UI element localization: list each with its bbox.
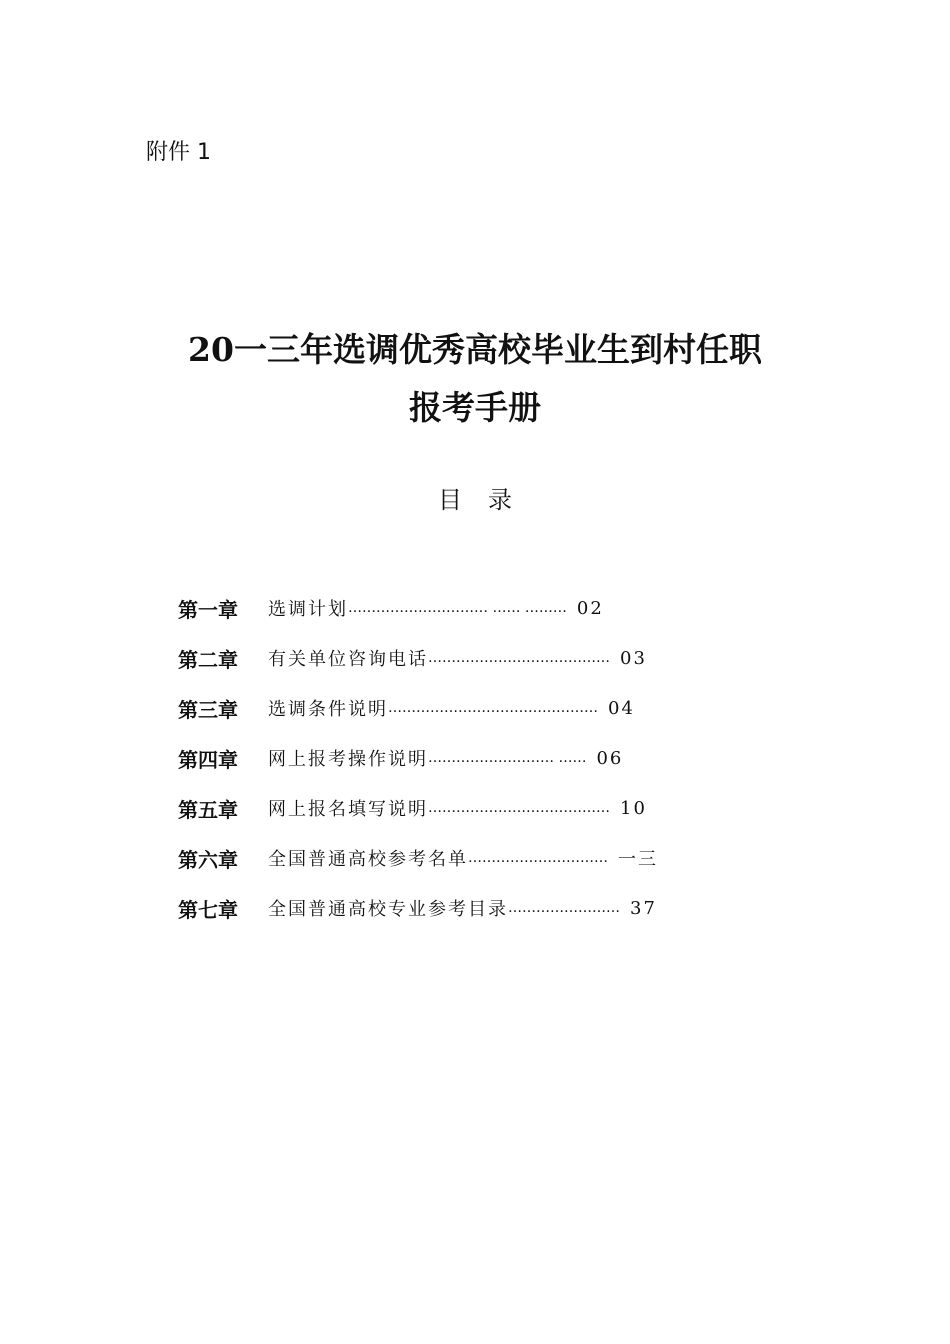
toc-chapter: 第一章 — [178, 597, 238, 622]
toc-leader-dots: ………………………………… — [428, 650, 610, 666]
toc-title: 选调条件说明 — [268, 699, 388, 720]
toc-chapter: 第四章 — [178, 747, 238, 772]
document-title — [0, 328, 950, 430]
title-line-1: 20一三年选调优秀高校毕业生到村任职 — [188, 330, 762, 369]
toc-title: 全国普通高校专业参考目录 — [268, 899, 508, 920]
toc-leader-dots: …………………… — [508, 900, 620, 916]
toc-leader-dots: ………………………… …… ……… — [348, 600, 567, 616]
toc-page-number: 10 — [620, 797, 647, 819]
toc-chapter: 第二章 — [178, 647, 238, 672]
toc-chapter: 第五章 — [178, 797, 238, 822]
toc-chapter: 第三章 — [178, 697, 238, 722]
toc-item — [178, 833, 778, 883]
toc-title: 全国普通高校参考名单 — [268, 849, 468, 870]
toc-title: 网上报考操作说明 — [268, 749, 428, 770]
toc-leader-dots: ……………………… …… — [428, 750, 587, 766]
toc-page-number: 02 — [576, 597, 604, 619]
toc-page-number: 37 — [630, 897, 657, 919]
toc-chapter: 第七章 — [178, 897, 238, 922]
toc-title: 有关单位咨询电话 — [268, 649, 428, 670]
attachment-label: 附件 1 — [146, 140, 211, 165]
toc-chapter: 第六章 — [178, 847, 238, 872]
toc-item — [178, 633, 778, 683]
toc-page-number: 04 — [608, 697, 635, 719]
toc-leader-dots: ………………………… — [468, 850, 608, 866]
toc-page-number: 03 — [620, 647, 647, 669]
toc-item — [178, 883, 778, 933]
toc-page-number: 一三 — [618, 849, 658, 870]
toc-page-number: 06 — [596, 747, 624, 769]
toc-heading: 目录 — [438, 486, 538, 514]
table-of-contents — [178, 583, 778, 933]
toc-title: 选调计划 — [268, 599, 348, 620]
toc-leader-dots: ……………………………………… — [388, 700, 598, 716]
toc-item — [178, 733, 778, 783]
toc-item — [178, 783, 778, 833]
toc-title: 网上报名填写说明 — [268, 799, 428, 820]
toc-item — [178, 583, 778, 633]
toc-item — [178, 683, 778, 733]
title-line-2: 报考手册 — [409, 388, 541, 427]
toc-leader-dots: ………………………………… — [428, 800, 610, 816]
